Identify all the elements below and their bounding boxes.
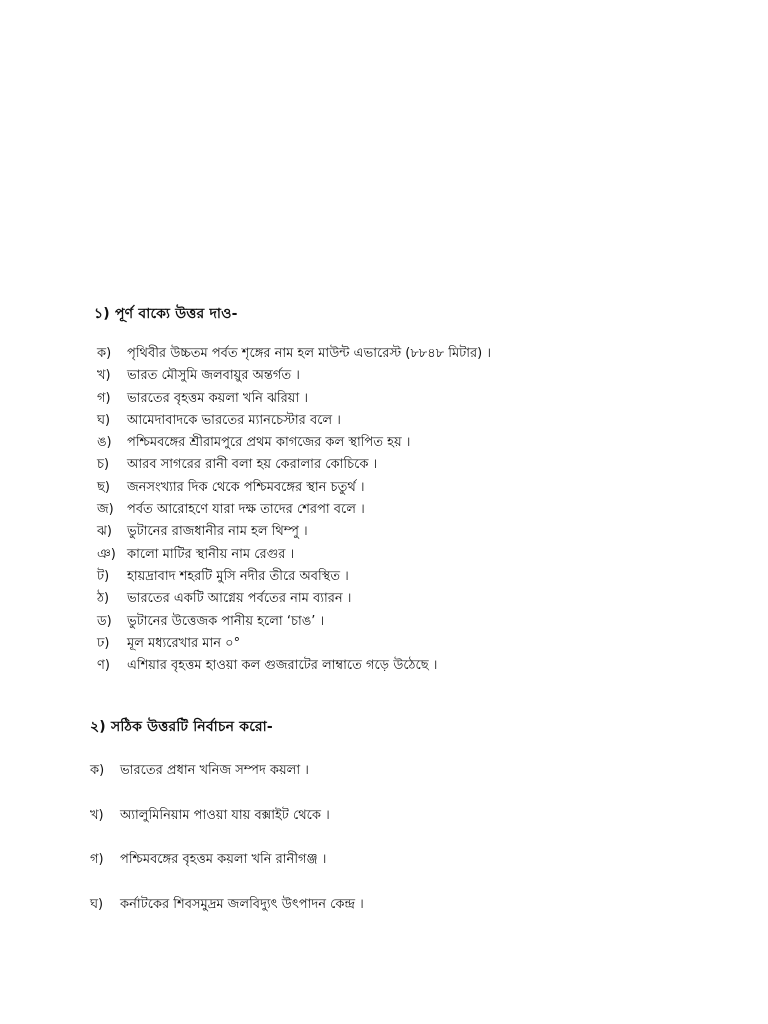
list-item (97, 588, 491, 610)
list-item (90, 760, 364, 805)
list-item (90, 894, 364, 939)
item-marker: জ) (97, 502, 114, 518)
list-item (97, 365, 491, 387)
list-item (97, 388, 491, 410)
item-marker: ঠ) (97, 591, 110, 607)
item-text: আমেদাবাদকে ভারতের ম্যানচেস্টার বলে । (127, 412, 341, 428)
item-text: ভারত মৌসুমি জলবায়ুর অন্তর্গত । (127, 368, 300, 384)
item-marker: ছ) (97, 479, 110, 495)
item-marker: গ) (97, 390, 111, 406)
list-item (97, 499, 491, 521)
section-2-heading: ২) সঠিক উত্তরটি নির্বাচন করো- (90, 719, 273, 735)
item-marker: ঘ) (97, 412, 111, 428)
item-marker: খ) (97, 368, 111, 384)
item-marker: ড) (97, 613, 112, 629)
list-item (90, 849, 364, 894)
item-text: জনসংখ্যার দিক থেকে পশ্চিমবঙ্গের স্থান চতুর্থ । (127, 479, 365, 495)
item-text: আরব সাগরের রানী বলা হয় কেরালার কোচিকে । (127, 457, 378, 473)
section-1-answer-list (97, 343, 491, 677)
item-text: ভারতের প্রধান খনিজ সম্পদ কয়লা । (120, 763, 309, 778)
list-item (97, 655, 491, 677)
item-marker: ট) (97, 568, 110, 584)
item-text: হায়দ্রাবাদ শহরটি মুসি নদীর তীরে অবস্থিত । (127, 568, 349, 584)
item-marker: ঝ) (97, 524, 112, 540)
item-text: মূল মধ্যরেখার মান ০° (127, 635, 241, 651)
item-marker: ঘ) (90, 896, 104, 912)
list-item (97, 432, 491, 454)
list-item (90, 805, 364, 850)
list-item (97, 454, 491, 476)
item-text: ভারতের বৃহত্তম কয়লা খনি ঝরিয়া । (127, 390, 308, 406)
item-marker: ক) (97, 346, 112, 361)
item-marker: ক) (90, 763, 105, 778)
item-text: অ্যালুমিনিয়াম পাওয়া যায় বক্সাইট থেকে । (120, 807, 330, 823)
item-marker: গ) (90, 852, 104, 867)
item-marker: ণ) (97, 658, 110, 674)
item-text: কালো মাটির স্থানীয় নাম রেগুর । (127, 546, 295, 562)
item-text: পশ্চিমবঙ্গের বৃহত্তম কয়লা খনি রানীগঞ্জ । (120, 852, 327, 867)
list-item (97, 521, 491, 543)
list-item (97, 343, 491, 365)
item-marker: ঞ) (97, 546, 116, 562)
item-marker: ঢ) (97, 635, 110, 651)
section-1-heading: ১) পূর্ণ বাক্যে উত্তর দাও- (94, 306, 238, 322)
item-text: পশ্চিমবঙ্গের শ্রীরামপুরে প্রথম কাগজের কল স্থাপিত হয় । (127, 435, 411, 451)
list-item (97, 477, 491, 499)
item-text: ভুটানের উত্তেজক পানীয় হলো ‘চাঙ’ । (127, 613, 325, 629)
list-item (97, 410, 491, 432)
item-marker: খ) (90, 807, 104, 823)
item-text: ভুটানের রাজধানীর নাম হল থিম্পু । (127, 524, 308, 540)
item-text: পৃথিবীর উচ্চতম পর্বত শৃঙ্গের নাম হল মাউন্ট এভারেস্ট (৮৮৪৮ মিটার) । (127, 346, 492, 361)
list-item (97, 544, 491, 566)
section-2-answer-list (90, 760, 364, 938)
list-item (97, 633, 491, 655)
item-text: ভারতের একটি আগ্নেয় পর্বতের নাম ব্যারন । (127, 591, 352, 607)
list-item (97, 611, 491, 633)
item-marker: চ) (97, 457, 110, 473)
item-text: কর্নাটকের শিবসমুদ্রম জলবিদ্যুৎ উৎপাদন কেন্দ্র । (120, 896, 364, 912)
item-text: পর্বত আরোহণে যারা দক্ষ তাদের শেরপা বলে । (127, 502, 365, 518)
list-item (97, 566, 491, 588)
item-text: এশিয়ার বৃহত্তম হাওয়া কল গুজরাটের লাম্বাতে গড়ে উঠেছে । (127, 658, 438, 674)
item-marker: ঙ) (97, 435, 112, 451)
